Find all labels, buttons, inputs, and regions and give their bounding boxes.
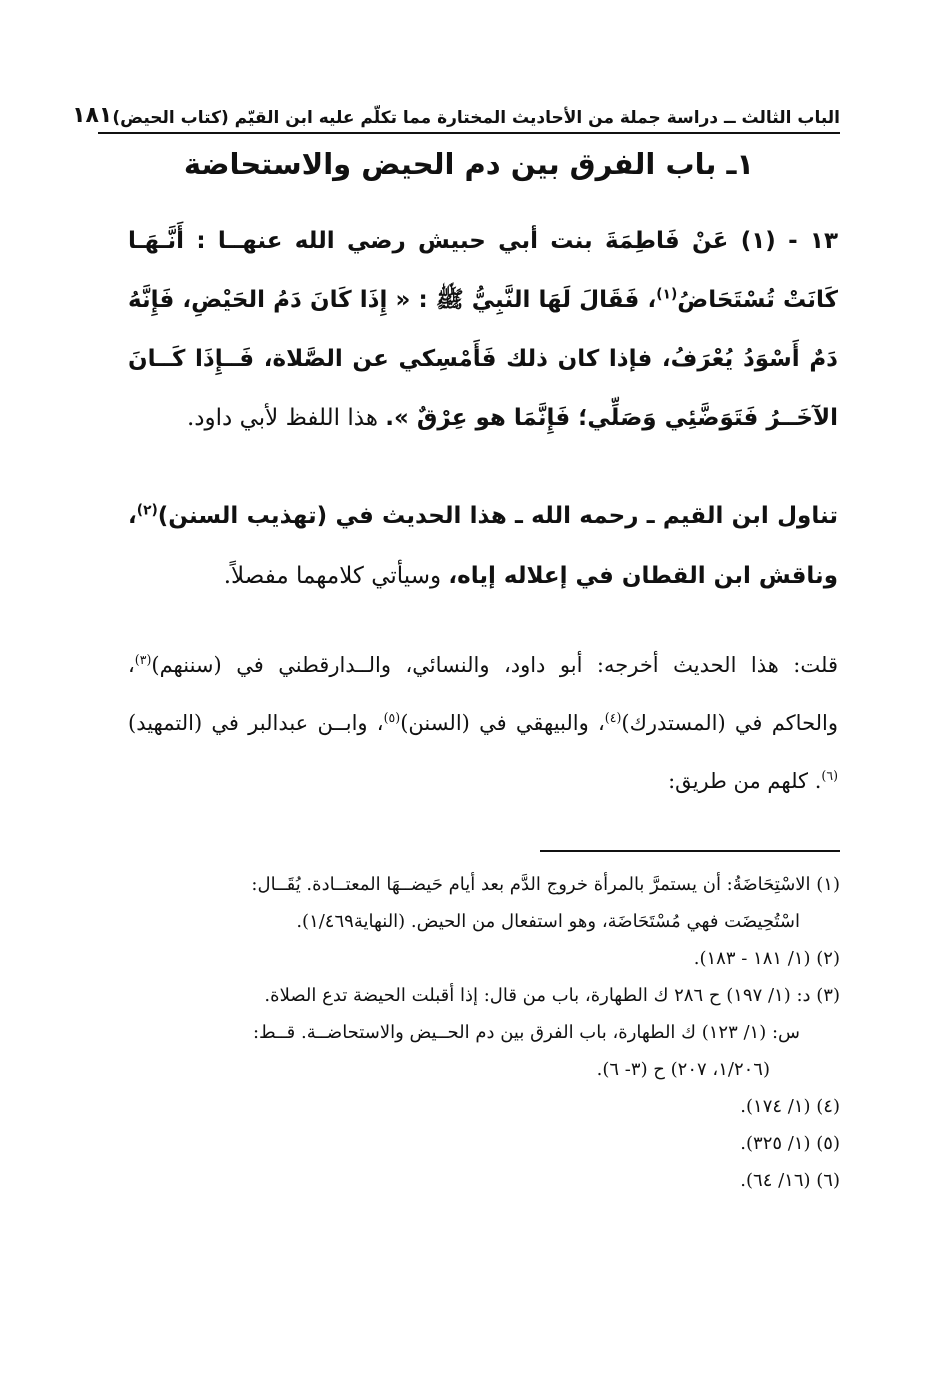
footnote-ref-4: (٤) (604, 710, 622, 725)
footnote-4: (٤) (١/ ١٧٤). (740, 1096, 840, 1117)
discussion-part-2: ، وناقش ابن القطان في إعلاله إياه، (128, 503, 838, 589)
takhrij-part-1: قلت: هذا الحديث أخرجه: أبو داود، والنسائي، والــدارقطني في (سننهم) (151, 653, 838, 677)
footnote-1-line-1: (١) الاسْتِحَاضَةُ: أن يستمرَّ بالمرأة خروج الدَّم بعد أيام حَيضــهَا المعتــادة. يُقَــال: (251, 874, 840, 895)
discussion-suffix: وسيأتي كلامهما مفصلاً. (223, 563, 449, 589)
takhrij-part-5: . كلهم من طريق: (668, 769, 822, 793)
footnote-ref-5: (٥) (383, 710, 401, 725)
footnotes (128, 866, 840, 1199)
footnote-3-line-2: س: (١/ ١٢٣) ك الطهارة، باب الفرق بين دم الحــيض والاستحاضــة. قــط: (252, 1022, 800, 1043)
hadith-text (128, 212, 838, 448)
header-title: الباب الثالث ــ دراسة جملة من الأحاديث المختارة مما تكلّم عليه ابن القيّم (كتاب الحيض) (112, 108, 840, 128)
discussion-part-1: تناول ابن القيم ـ رحمه الله ـ هذا الحديث في (تهذيب السنن) (157, 503, 838, 529)
chapter-title: ١ـ باب الفرق بين دم الحيض والاستحاضة (183, 147, 755, 181)
footnote-5: (٥) (١/ ٣٢٥). (740, 1133, 840, 1154)
takhrij-part-2: ، والحاكم في (المستدرك) (128, 653, 839, 735)
hadith-part-2: ، فَقَالَ لَهَا النَّبِيُّ ﷺ : « إِذَا كَانَ دَمُ الحَيْضِ، فَإِنَّهُ دَمٌ أَسْوَدُ يُعْرَفُ، فإذا كان ذلك فَأَمْسِكي عن الصَّلاة، فَــإِذَا كَــانَ الآخَــرُ فَتَوَضَّئِي وَصَلِّي؛ فَإِنَّمَا هو عِرْقٌ ». (128, 287, 838, 431)
page-number: ١٨١ (72, 103, 113, 128)
footnote-2: (٢) (١/ ١٨١ - ١٨٣). (693, 948, 840, 969)
running-header (72, 98, 840, 134)
takhrij-part-3: ، والبيهقي في (السنن) (400, 711, 605, 735)
footnote-ref-1: (١) (656, 286, 678, 303)
takhrij-part-4: ، وابــن عبدالبر في (التمهيد) (128, 711, 384, 735)
footnote-3-line-1: (٣) د: (١/ ١٩٧) ح ٢٨٦ ك الطهارة، باب من قال: إذا أقبلت الحيضة تدع الصلاة. (264, 985, 840, 1006)
footnote-ref-6: (٦) (821, 768, 838, 783)
takhrij-paragraph (128, 636, 838, 810)
hadith-part-1: ١٣ - (١) عَنْ فَاطِمَةَ بنت أبي حبيش رضي الله عنهــا : أَنَّـهَـا كَانَتْ تُسْتَحَاضُ (128, 228, 838, 313)
discussion-paragraph (128, 486, 838, 606)
footnote-separator (540, 850, 840, 852)
hadith-attribution: هذا اللفظ لأبي داود. (186, 405, 386, 431)
footnote-ref-3: (٣) (134, 652, 152, 667)
footnote-3-line-3: (١/٢٠٦، ٢٠٧) ح (٣- ٦). (596, 1059, 770, 1080)
footnote-ref-2: (٢) (136, 502, 158, 519)
footnote-6: (٦) (١٦/ ٦٤). (740, 1170, 840, 1191)
footnote-1-line-2: اسْتُحِيضَت فهي مُسْتَحَاضَة، وهو استفعال من الحيض. (النهاية١/٤٦٩). (296, 911, 800, 932)
